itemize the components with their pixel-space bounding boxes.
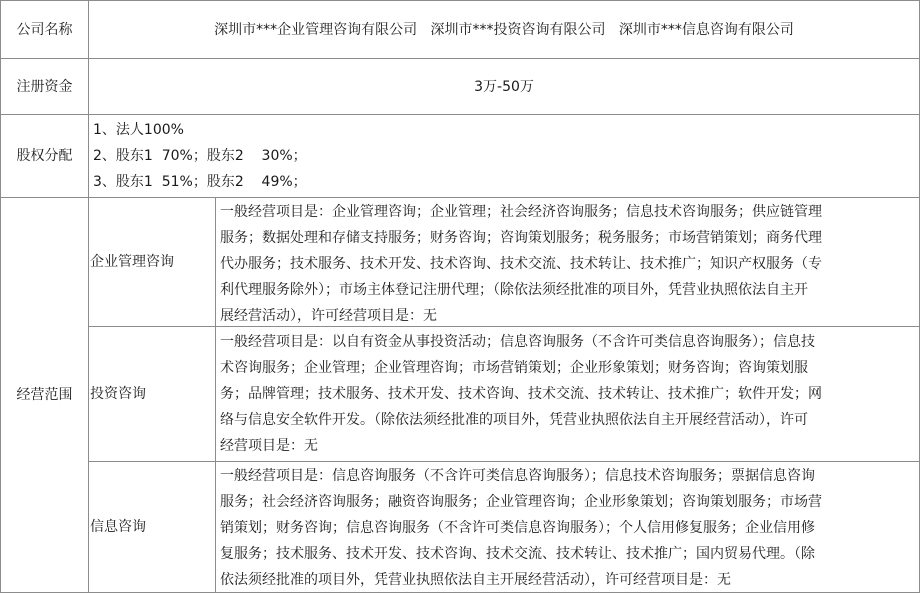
company-name-label-text: 公司名称 xyxy=(16,21,73,38)
table-row-divider xyxy=(0,114,920,115)
equity-line: 1、法人100% xyxy=(93,122,184,138)
scope-detail-line: 服务；社会经济咨询服务；融资咨询服务；企业管理咨询；企业形象策划；咨询策划服务；市场营 xyxy=(220,494,822,510)
company-name-value-text: 深圳市***企业管理咨询有限公司 深圳市***投资咨询有限公司 深圳市***信息咨询有限公司 xyxy=(214,21,794,38)
scope-detail-line: 销策划；财务咨询；信息咨询服务（不含许可类信息咨询服务）；个人信用修复服务；企业信用修 xyxy=(220,520,815,536)
scope-detail-line: 服务；数据处理和存储支持服务；财务咨询；咨询策划服务；税务服务；市场营销策划；商务代理 xyxy=(220,230,822,246)
scope-type-management xyxy=(90,198,214,326)
scope-detail-line: 术咨询服务；企业管理；企业管理咨询；市场营销策划；企业形象策划；财务咨询；咨询策划服 xyxy=(220,360,808,376)
equity-label-text: 股权分配 xyxy=(16,148,73,164)
scope-detail-line: 务；品牌管理；技术服务、技术开发、技术咨询、技术交流、技术转让、技术推广；软件开发；网 xyxy=(220,386,822,402)
scope-detail-line: 利代理服务除外）；市场主体登记注册代理；（除依法须经批准的项目外，凭营业执照依法自主开 xyxy=(220,282,808,298)
scope-detail-line: 依法须经批准的项目外，凭营业执照依法自主开展经营活动），许可经营项目是：无 xyxy=(220,572,731,588)
scope-detail-information xyxy=(216,463,919,592)
scope-type-text: 信息咨询 xyxy=(90,519,146,535)
scope-type-text: 投资咨询 xyxy=(90,386,146,402)
registered-capital-label xyxy=(1,59,88,114)
scope-type-text: 企业管理咨询 xyxy=(90,254,174,270)
equity-value xyxy=(89,117,919,197)
scope-type-investment xyxy=(90,327,214,461)
registered-capital-label-text: 注册资金 xyxy=(16,78,73,95)
equity-label xyxy=(1,115,88,197)
company-name-label xyxy=(1,1,88,58)
scope-detail-management xyxy=(216,199,919,326)
equity-line: 2、股东1 70%；股东2 30%； xyxy=(93,148,307,164)
scope-type-information xyxy=(90,462,214,592)
scope-detail-line: 一般经营项目是：以自有资金从事投资活动；信息咨询服务（不含许可类信息咨询服务）；信息技 xyxy=(220,334,815,350)
scope-detail-line: 代办服务；技术服务、技术开发、技术咨询、技术交流、技术转让、技术推广；知识产权服务（专 xyxy=(220,256,822,272)
business-scope-label xyxy=(1,198,88,592)
equity-line: 3、股东1 51%；股东2 49%； xyxy=(93,174,307,190)
registered-capital-value xyxy=(89,59,919,114)
scope-detail-line: 一般经营项目是：企业管理咨询；企业管理；社会经济咨询服务；信息技术咨询服务；供应链管理 xyxy=(220,204,822,220)
scope-detail-line: 展经营活动），许可经营项目是：无 xyxy=(220,308,437,324)
scope-detail-line: 一般经营项目是：信息咨询服务（不含许可类信息咨询服务）；信息技术咨询服务；票据信息咨询 xyxy=(220,468,815,484)
business-scope-label-text: 经营范围 xyxy=(16,387,73,403)
company-name-value xyxy=(89,1,919,58)
scope-detail-investment xyxy=(216,329,919,461)
registered-capital-value-text: 3万-50万 xyxy=(474,78,534,95)
scope-detail-line: 复服务；技术服务、技术开发、技术咨询、技术交流、技术转让、技术推广；国内贸易代理。（除 xyxy=(220,546,815,562)
scope-detail-line: 经营项目是：无 xyxy=(220,438,318,454)
scope-detail-line: 络与信息安全软件开发。（除依法须经批准的项目外，凭营业执照依法自主开展经营活动），许可 xyxy=(220,412,808,428)
